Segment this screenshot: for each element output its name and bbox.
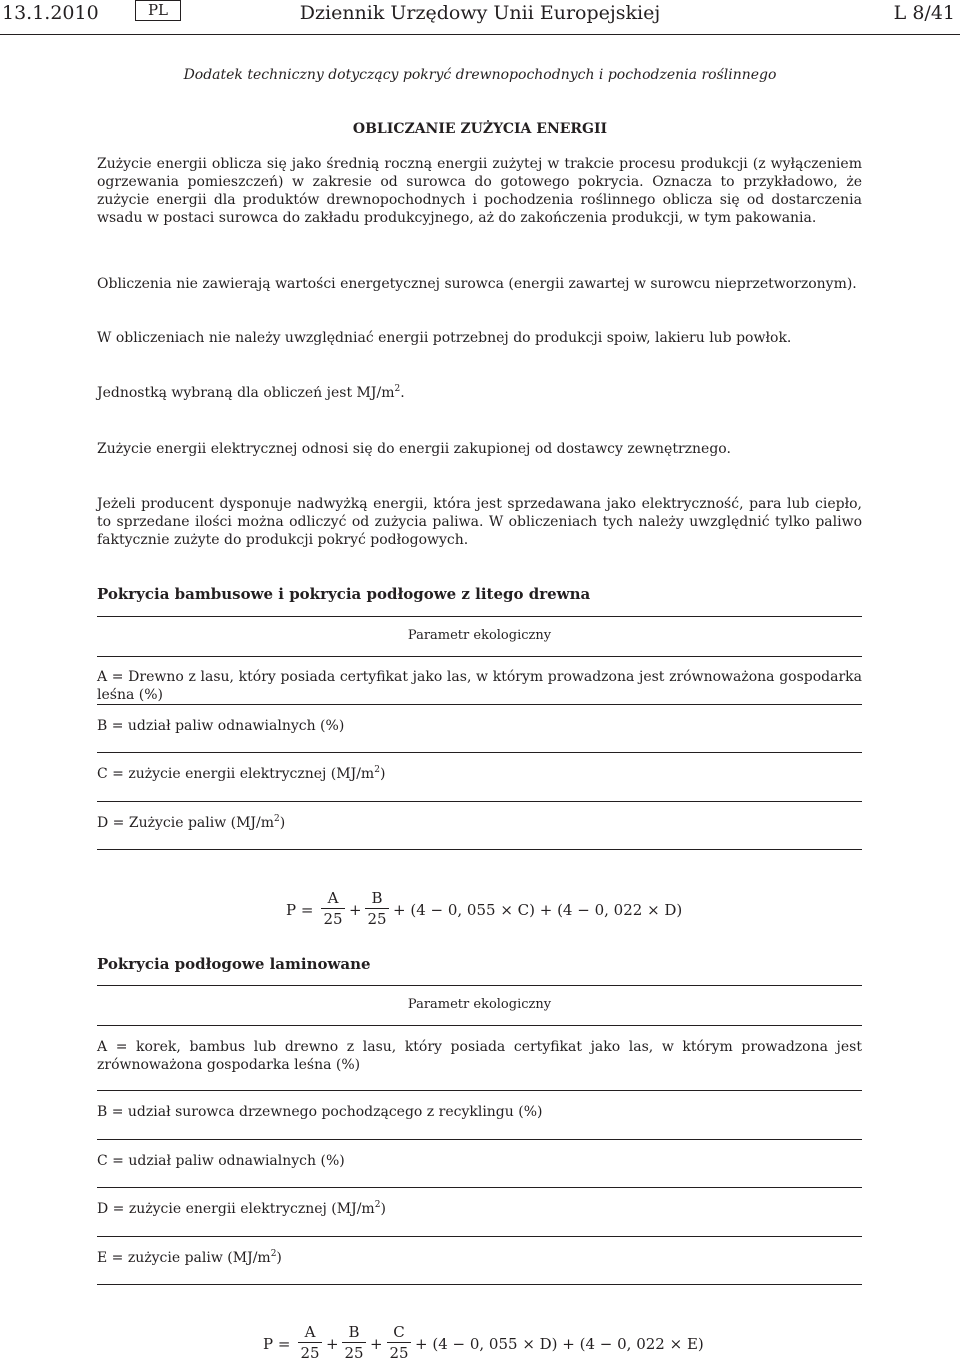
paragraph-surplus: Jeżeli producent dysponuje nadwyżką energii, która jest sprzedawana jako elektryczność, para lub ciepło, to sprzedane ilości można odliczyć od zużycia paliwa. W obliczeniach tych należy uwzględnić tylko paliwo faktycznie zużyte do produkcji pokryć podłogowych. (97, 496, 862, 548)
table-rule (97, 704, 862, 705)
paragraph-electricity: Zużycie energii elektrycznej odnosi się do energii zakupionej od dostawcy zewnętrznego. (97, 441, 731, 457)
param-table-header: Parametr ekologiczny (407, 628, 552, 643)
formula-lhs: P = (286, 901, 314, 919)
fraction-c: C 25 (387, 1323, 411, 1362)
param-row: C = zużycie energii elektrycznej $(MJ/m^2)$ (97, 765, 386, 782)
table-rule (97, 752, 862, 753)
table-rule (97, 1090, 862, 1091)
unit-superscript: 2 (394, 384, 401, 394)
param-row: A = Drewno z lasu, który posiada certyfikat jako las, w którym prowadzona jest zrównoważona gospodarka leśna (%) (97, 669, 862, 703)
publication-date: 13.1.2010 (2, 2, 99, 24)
fraction-a: A 25 (321, 889, 345, 928)
page-reference: L 8/41 (893, 2, 955, 24)
fraction-a: A 25 (298, 1323, 322, 1362)
formula-laminate (263, 1323, 723, 1361)
table-rule (97, 656, 862, 657)
table-rule (97, 985, 862, 986)
fraction-b: B 25 (342, 1323, 366, 1362)
unit-period: . (400, 385, 405, 401)
paragraph-unit (97, 384, 862, 402)
param-row: D = zużycie energii elektrycznej $(MJ/m^2)$ (97, 1200, 386, 1217)
param-row: C = udział paliw odnawialnych (%) (97, 1153, 345, 1169)
param-row: A = korek, bambus lub drewno z lasu, który posiada certyfikat jako las, w którym prowadzona jest zrównoważona gospodarka leśna (%) (97, 1039, 862, 1073)
unit-text: Jednostką wybraną dla obliczeń jest MJ/m (97, 385, 395, 401)
section-heading-solid-wood: Pokrycia bambusowe i pokrycia podłogowe z litego drewna (97, 585, 591, 603)
paragraph-binders: W obliczeniach nie należy uwzględniać energii potrzebnej do produkcji spoiw, lakieru lub powłok. (97, 330, 792, 346)
table-rule (97, 616, 862, 617)
table-rule (97, 849, 862, 850)
table-rule (97, 1236, 862, 1237)
formula-plus: + (370, 1335, 383, 1353)
fraction-b: B 25 (365, 889, 389, 928)
param-row: B = udział surowca drzewnego pochodzącego z recyklingu (%) (97, 1104, 543, 1120)
table-rule (97, 1284, 862, 1285)
param-table-header: Parametr ekologiczny (407, 997, 552, 1012)
formula-rest: + (4 − 0, 055 × C) + (4 − 0, 022 × D) (393, 901, 683, 919)
formula-rest: + (4 − 0, 055 × D) + (4 − 0, 022 × E) (415, 1335, 704, 1353)
document-subtitle: Dodatek techniczny dotyczący pokryć drewnopochodnych i pochodzenia roślinnego (183, 67, 777, 83)
paragraph-energy-definition: Zużycie energii oblicza się jako średnią roczną energii zużytej w trakcie procesu produkcji (z wyłączeniem ogrzewania pomieszczeń) w zakresie od surowca do gotowego pokrycia. Oznacza to przykładowo, że zużycie energii dla produktów drewnopochodnych i pochodzenia roślinnego oblicza się od dostarczenia wsadu w postaci surowca do zakładu produkcyjnego, aż do zakończenia produkcji, w tym pakowania. (97, 156, 862, 226)
table-rule (97, 1139, 862, 1140)
page-header (0, 0, 960, 35)
table-rule (97, 801, 862, 802)
journal-title: Dziennik Urzędowy Unii Europejskiej (299, 2, 661, 24)
param-row: E = zużycie paliw $(MJ/m^2)$ (97, 1249, 282, 1266)
formula-plus: + (349, 901, 362, 919)
paragraph-raw-material: Obliczenia nie zawierają wartości energetycznej surowca (energii zawartej w surowcu nieprzetworzonym). (97, 276, 857, 292)
formula-plus: + (326, 1335, 339, 1353)
param-row: D = Zużycie paliw $(MJ/m^2)$ (97, 814, 286, 831)
language-code: PL (135, 0, 181, 21)
formula-solid-wood (286, 889, 706, 931)
section-title: OBLICZANIE ZUŻYCIA ENERGII (352, 121, 608, 137)
table-rule (97, 1187, 862, 1188)
formula-lhs: P = (263, 1335, 291, 1353)
param-row: B = udział paliw odnawialnych (%) (97, 718, 345, 734)
section-heading-laminate: Pokrycia podłogowe laminowane (97, 955, 371, 973)
table-rule (97, 1025, 862, 1026)
